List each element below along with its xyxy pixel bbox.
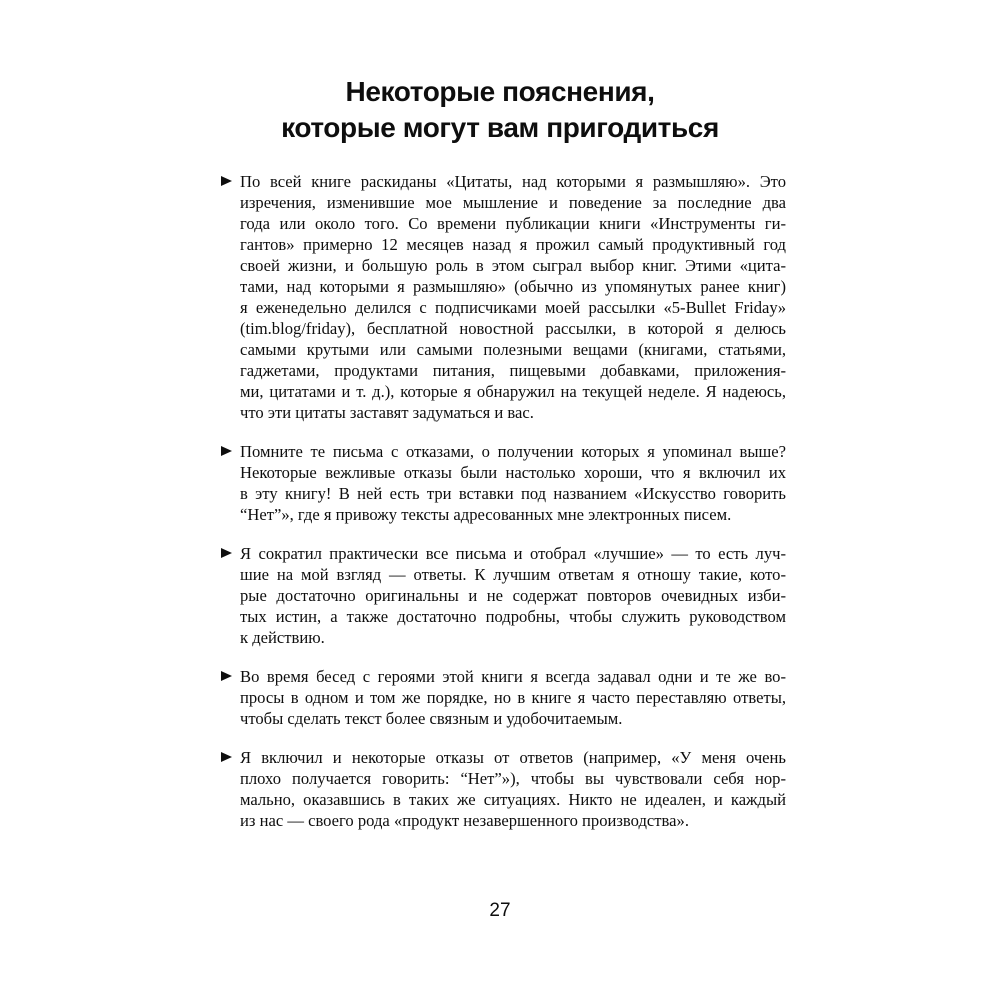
text-line: Помните те письма с отказами, о получении которых я упоминал выше? [240, 442, 786, 461]
text-line: к действию. [240, 628, 325, 647]
list-item [240, 171, 786, 423]
text-line: что эти цитаты заставят задуматься и вас. [240, 403, 534, 422]
text-line: я еженедельно делился с подписчиками моей рассылки «5-Bullet Friday» [240, 298, 786, 317]
text-line: гаджетами, продуктами питания, пищевыми добавками, приложения- [240, 361, 786, 380]
list-item [240, 441, 786, 525]
text-line: чтобы сделать текст более связным и удобочитаемым. [240, 709, 623, 728]
bullet-triangle-icon [221, 176, 232, 186]
text-line: плохо получается говорить: “Нет”»), чтобы вы чувствовали себя нор- [240, 769, 786, 788]
page-number: 27 [489, 900, 511, 921]
list-item [240, 543, 786, 648]
bullet-triangle-icon [221, 671, 232, 681]
bullet-triangle-icon [221, 752, 232, 762]
text-line: просы в одном и том же порядке, но в книге я часто переставляю ответы, [240, 688, 786, 707]
text-line: гантов» примерно 12 месяцев назад я прожил самый продуктивный год [240, 235, 786, 254]
page-title-line-1: Некоторые пояснения, [345, 76, 655, 107]
text-line: Во время бесед с героями этой книги я всегда задавал одни и те же во- [240, 667, 786, 686]
text-line: самыми крутыми или самыми полезными вещами (книгами, статьями, [240, 340, 786, 359]
bullet-triangle-icon [221, 446, 232, 456]
text-line: своей жизни, и большую роль в этом сыграл выбор книг. Этими «цита- [240, 256, 786, 275]
text-line: По всей книге раскиданы «Цитаты, над которыми я размышляю». Это [240, 172, 786, 191]
list-item [240, 666, 786, 729]
text-line: Я сократил практически все письма и отобрал «лучшие» — то есть луч- [240, 544, 786, 563]
text-line: в эту книгу! В ней есть три вставки под названием «Искусство говорить [240, 484, 786, 503]
page-title-line-2: которые могут вам пригодиться [281, 112, 719, 143]
text-line: года или около того. Со времени публикации книги «Инструменты ги- [240, 214, 786, 233]
text-line: Некоторые вежливые отказы были настолько хороши, что я включил их [240, 463, 786, 482]
text-line: из нас — своего рода «продукт незавершенного производства». [240, 811, 689, 830]
list-item [240, 747, 786, 831]
text-line: изречения, изменившие мое мышление и поведение за последние два [240, 193, 786, 212]
text-line: (tim.blog/friday), бесплатной новостной рассылки, в которой я делюсь [240, 319, 786, 338]
text-line: тами, над которыми я размышляю» (обычно из упомянутых ранее книг) [240, 277, 786, 296]
text-line: шие на мой взгляд — ответы. К лучшим ответам я отношу такие, кото- [240, 565, 786, 584]
bullet-triangle-icon [221, 548, 232, 558]
text-line: Я включил и некоторые отказы от ответов (например, «У меня очень [240, 748, 786, 767]
text-line: “Нет”», где я привожу тексты адресованных мне электронных писем. [240, 505, 732, 524]
page-title [0, 74, 1000, 146]
explanations-list [240, 171, 786, 849]
text-line: тых истин, а также достаточно подробны, чтобы служить руководством [240, 607, 786, 626]
text-line: ми, цитатами и т. д.), которые я обнаружил на текущей неделе. Я надеюсь, [240, 382, 786, 401]
text-line: рые достаточно оригинальны и не содержат повторов очевидных изби- [240, 586, 786, 605]
text-line: мально, оказавшись в таких же ситуациях. Никто не идеален, и каждый [240, 790, 786, 809]
